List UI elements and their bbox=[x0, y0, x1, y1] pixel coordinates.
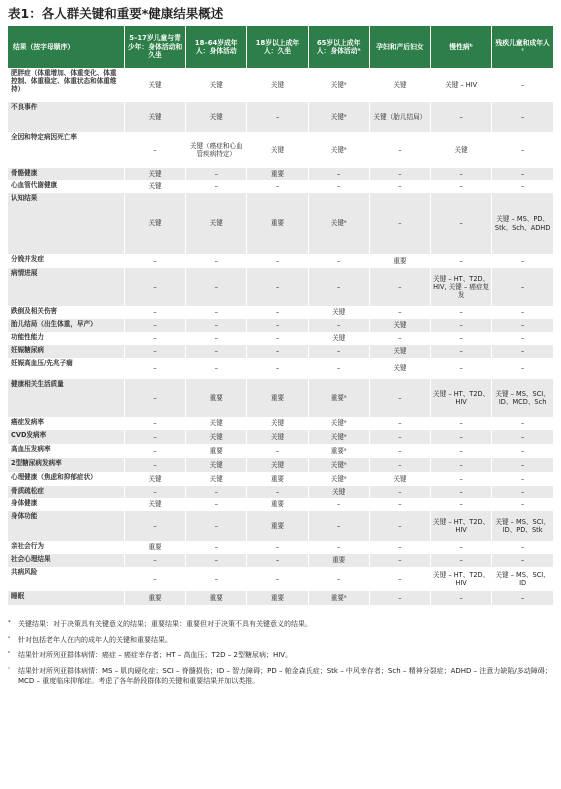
row-label: 身体功能 bbox=[8, 511, 124, 541]
table-cell: – bbox=[492, 486, 553, 498]
table-cell: – bbox=[124, 268, 185, 306]
table-header-row bbox=[8, 26, 553, 68]
footnote bbox=[8, 635, 553, 646]
table-cell: – bbox=[492, 554, 553, 567]
table-cell: – bbox=[492, 319, 553, 332]
table-cell: 关键 – MS、PD、Stk、Sch、ADHD bbox=[492, 193, 553, 254]
row-label: 高血压发病率 bbox=[8, 444, 124, 458]
table-cell: – bbox=[186, 541, 247, 554]
table-cell: – bbox=[492, 68, 553, 102]
table-cell: – bbox=[186, 168, 247, 180]
row-label: 肥胖症（体重增加、体重变化、体重控制、体重稳定、体重状态和体重维持） bbox=[8, 68, 124, 102]
table-cell: 关键 bbox=[247, 430, 308, 444]
table-cell: – bbox=[431, 102, 492, 132]
table-cell: 关键 bbox=[308, 332, 369, 345]
table-cell: – bbox=[369, 268, 430, 306]
table-cell: 关键 – HIV bbox=[431, 68, 492, 102]
table-cell: 关键 bbox=[308, 306, 369, 319]
table-cell: 关键 bbox=[186, 458, 247, 472]
table-row bbox=[8, 417, 553, 430]
table-cell: 关键 bbox=[186, 68, 247, 102]
footnote bbox=[8, 619, 553, 630]
table-row bbox=[8, 498, 553, 511]
table-cell: – bbox=[431, 168, 492, 180]
table-row bbox=[8, 102, 553, 132]
table-cell: – bbox=[247, 345, 308, 358]
row-label: 妊娠高血压/先兆子痫 bbox=[8, 358, 124, 379]
table-cell: – bbox=[431, 332, 492, 345]
table-cell: 关键 bbox=[247, 132, 308, 168]
table-cell: 重要 bbox=[247, 591, 308, 605]
table-cell: – bbox=[492, 180, 553, 193]
table-cell: – bbox=[492, 306, 553, 319]
row-label: 病情进展 bbox=[8, 268, 124, 306]
table-cell: – bbox=[431, 444, 492, 458]
table-cell: – bbox=[431, 180, 492, 193]
table-row bbox=[8, 306, 553, 319]
table-cell: – bbox=[492, 332, 553, 345]
row-label: 健康相关生活质量 bbox=[8, 379, 124, 417]
table-cell: – bbox=[308, 567, 369, 591]
table-cell: – bbox=[431, 345, 492, 358]
table-row bbox=[8, 132, 553, 168]
table-cell: – bbox=[369, 511, 430, 541]
table-cell: – bbox=[369, 591, 430, 605]
table-cell: 关键 – HT、T2D、HIV bbox=[431, 511, 492, 541]
table-cell: – bbox=[124, 306, 185, 319]
table-row bbox=[8, 345, 553, 358]
table-row bbox=[8, 567, 553, 591]
table-cell: – bbox=[492, 458, 553, 472]
table-cell: – bbox=[369, 567, 430, 591]
table-cell: 关键 bbox=[124, 472, 185, 486]
table-cell: 重要 bbox=[186, 379, 247, 417]
table-cell: – bbox=[247, 254, 308, 268]
table-cell: – bbox=[308, 345, 369, 358]
table-cell: – bbox=[186, 358, 247, 379]
table-cell: 关键 bbox=[186, 102, 247, 132]
table-cell: 重要 bbox=[247, 168, 308, 180]
row-label: 共病风险 bbox=[8, 567, 124, 591]
table-cell: – bbox=[247, 486, 308, 498]
table-row bbox=[8, 254, 553, 268]
footnote bbox=[8, 666, 553, 687]
row-label: 心血管代谢健康 bbox=[8, 180, 124, 193]
footnote bbox=[8, 650, 553, 661]
table-cell: 关键 bbox=[369, 68, 430, 102]
table-row bbox=[8, 486, 553, 498]
table-cell: – bbox=[492, 168, 553, 180]
table-cell: – bbox=[431, 430, 492, 444]
table-cell: – bbox=[247, 444, 308, 458]
table-cell: – bbox=[124, 554, 185, 567]
column-header: 18岁以上成年人：久坐 bbox=[247, 26, 308, 68]
table-row bbox=[8, 180, 553, 193]
table-cell: – bbox=[247, 268, 308, 306]
table-cell: – bbox=[308, 254, 369, 268]
row-label: 跌倒及相关伤害 bbox=[8, 306, 124, 319]
footnote-text: 针对包括老年人在内的成年人的关键和重要结果。 bbox=[18, 635, 172, 644]
table-cell: – bbox=[431, 358, 492, 379]
outcomes-table bbox=[8, 26, 553, 605]
table-cell: 关键 bbox=[124, 102, 185, 132]
table-cell: – bbox=[124, 332, 185, 345]
table-cell: 重要 bbox=[247, 379, 308, 417]
table-cell: 关键 bbox=[124, 498, 185, 511]
table-cell: 关键 bbox=[247, 458, 308, 472]
table-cell: 关键（胎儿结局） bbox=[369, 102, 430, 132]
table-cell: – bbox=[308, 541, 369, 554]
table-cell: 关键 bbox=[186, 193, 247, 254]
table-cell: – bbox=[124, 430, 185, 444]
column-header: 残疾儿童和成年人ᶜ bbox=[492, 26, 553, 68]
table-cell: – bbox=[308, 268, 369, 306]
row-label: 功能性能力 bbox=[8, 332, 124, 345]
table-cell: – bbox=[186, 486, 247, 498]
table-row bbox=[8, 472, 553, 486]
table-cell: – bbox=[492, 254, 553, 268]
table-cell: – bbox=[431, 486, 492, 498]
footnote-marker: * bbox=[8, 620, 11, 626]
table-cell: – bbox=[247, 180, 308, 193]
table-cell: – bbox=[186, 306, 247, 319]
table-cell: 关键 – MS、SCI、ID bbox=[492, 567, 553, 591]
table-cell: 关键 bbox=[369, 472, 430, 486]
table-cell: – bbox=[124, 511, 185, 541]
table-cell: 关键 bbox=[369, 319, 430, 332]
table-cell: – bbox=[124, 379, 185, 417]
table-cell: 关键（癌症和心血管疾病特定） bbox=[186, 132, 247, 168]
row-label: 2型糖尿病发病率 bbox=[8, 458, 124, 472]
table-cell: 关键 bbox=[186, 472, 247, 486]
table-cell: 重要ᵃ bbox=[308, 591, 369, 605]
table-cell: – bbox=[124, 417, 185, 430]
table-cell: 关键 – MS、SCI、ID、PD、Stk bbox=[492, 511, 553, 541]
table-cell: 关键ᵃ bbox=[308, 417, 369, 430]
table-cell: – bbox=[247, 306, 308, 319]
table-cell: – bbox=[186, 345, 247, 358]
table-cell: – bbox=[492, 102, 553, 132]
table-cell: 关键 bbox=[124, 193, 185, 254]
table-cell: – bbox=[124, 444, 185, 458]
table-cell: 关键 bbox=[124, 180, 185, 193]
table-cell: 关键 bbox=[369, 358, 430, 379]
row-label: 骨骼健康 bbox=[8, 168, 124, 180]
table-row bbox=[8, 541, 553, 554]
table-cell: 关键 bbox=[369, 345, 430, 358]
table-cell: 重要 bbox=[186, 591, 247, 605]
table-cell: – bbox=[369, 430, 430, 444]
footnote-marker: ᵃ bbox=[8, 635, 11, 642]
table-cell: 关键 – HT、T2D、HIV bbox=[431, 379, 492, 417]
table-cell: 重要 bbox=[124, 541, 185, 554]
table-cell: – bbox=[492, 591, 553, 605]
table-cell: – bbox=[186, 567, 247, 591]
table-cell: 重要 bbox=[247, 472, 308, 486]
row-label: 妊娠糖尿病 bbox=[8, 345, 124, 358]
column-header: 慢性病ᵇ bbox=[431, 26, 492, 68]
table-cell: – bbox=[247, 358, 308, 379]
table-cell: – bbox=[369, 180, 430, 193]
footnote-text: 关键结果：对于决策具有关键意义的结果；重要结果：重要但对于决策不具有关键意义的结果。 bbox=[18, 620, 312, 628]
table-cell: – bbox=[492, 444, 553, 458]
table-cell: – bbox=[431, 254, 492, 268]
table-cell: – bbox=[124, 254, 185, 268]
table-cell: – bbox=[369, 306, 430, 319]
footnote-marker: ᵇ bbox=[8, 651, 11, 657]
table-body bbox=[8, 68, 553, 605]
column-header: 5–17岁儿童与青少年：身体活动和久坐 bbox=[124, 26, 185, 68]
row-label: 社会心理结果 bbox=[8, 554, 124, 567]
table-cell: – bbox=[186, 511, 247, 541]
table-cell: – bbox=[431, 591, 492, 605]
table-cell: – bbox=[247, 567, 308, 591]
table-cell: 关键ᵃ bbox=[308, 458, 369, 472]
table-row bbox=[8, 379, 553, 417]
table-cell: – bbox=[369, 379, 430, 417]
table-cell: 关键 bbox=[247, 68, 308, 102]
table-cell: – bbox=[431, 306, 492, 319]
column-header: 孕妇和产后妇女 bbox=[369, 26, 430, 68]
table-cell: 关键 bbox=[308, 486, 369, 498]
table-cell: – bbox=[431, 458, 492, 472]
table-cell: 关键 bbox=[124, 168, 185, 180]
row-label: 心理健康（焦虑和抑郁症状） bbox=[8, 472, 124, 486]
table-cell: – bbox=[492, 430, 553, 444]
row-label: CVD发病率 bbox=[8, 430, 124, 444]
table-cell: – bbox=[124, 132, 185, 168]
table-cell: – bbox=[492, 498, 553, 511]
row-label: 癌症发病率 bbox=[8, 417, 124, 430]
table-row bbox=[8, 554, 553, 567]
table-cell: 重要ᵃ bbox=[308, 444, 369, 458]
table-cell: – bbox=[369, 132, 430, 168]
table-row bbox=[8, 591, 553, 605]
row-label: 亲社会行为 bbox=[8, 541, 124, 554]
table-cell: – bbox=[186, 498, 247, 511]
table-cell: 关键 – MS、SCI、ID、MCD、Sch bbox=[492, 379, 553, 417]
table-cell: 关键 bbox=[186, 417, 247, 430]
table-cell: 重要 bbox=[247, 511, 308, 541]
table-title: 表1：各人群关键和重要*健康结果概述 bbox=[8, 6, 224, 21]
table-cell: – bbox=[492, 417, 553, 430]
row-label: 全因和特定病因死亡率 bbox=[8, 132, 124, 168]
row-label: 认知结果 bbox=[8, 193, 124, 254]
table-cell: – bbox=[431, 541, 492, 554]
table-cell: – bbox=[247, 541, 308, 554]
table-cell: – bbox=[308, 168, 369, 180]
table-cell: – bbox=[308, 358, 369, 379]
table-cell: – bbox=[308, 511, 369, 541]
table-cell: – bbox=[369, 444, 430, 458]
table-cell: – bbox=[124, 458, 185, 472]
table-cell: – bbox=[369, 554, 430, 567]
table-cell: – bbox=[308, 498, 369, 511]
table-cell: – bbox=[186, 268, 247, 306]
table-cell: 关键 – HT、T2D、HIV bbox=[431, 567, 492, 591]
table-cell: – bbox=[369, 541, 430, 554]
table-cell: – bbox=[124, 486, 185, 498]
table-cell: – bbox=[431, 193, 492, 254]
table-cell: – bbox=[186, 254, 247, 268]
table-row bbox=[8, 319, 553, 332]
table-cell: 关键 bbox=[247, 417, 308, 430]
table-cell: – bbox=[124, 567, 185, 591]
table-cell: – bbox=[124, 345, 185, 358]
table-cell: – bbox=[308, 180, 369, 193]
column-header: 65岁以上成年人：身体活动ᵃ bbox=[308, 26, 369, 68]
table-cell: – bbox=[247, 332, 308, 345]
table-cell: – bbox=[492, 358, 553, 379]
table-cell: – bbox=[492, 132, 553, 168]
row-label: 分娩并发症 bbox=[8, 254, 124, 268]
table-row bbox=[8, 193, 553, 254]
row-label: 骨质疏松症 bbox=[8, 486, 124, 498]
table-cell: – bbox=[431, 498, 492, 511]
footnotes bbox=[8, 619, 553, 687]
table-cell: – bbox=[124, 319, 185, 332]
table-row bbox=[8, 458, 553, 472]
table-cell: – bbox=[492, 541, 553, 554]
row-label: 睡眠 bbox=[8, 591, 124, 605]
table-cell: – bbox=[369, 486, 430, 498]
table-row bbox=[8, 358, 553, 379]
table-cell: – bbox=[186, 332, 247, 345]
table-cell: – bbox=[431, 554, 492, 567]
footnote-text: 结果针对所列亚群体病情：MS – 肌肉硬化症；SCI – 脊髓损伤；ID – 智力障碍；PD – 帕金森氏症；Stk – 中风幸存者；Sch – 精神分裂症；ADHD – 注意力缺陷/多动障碍；MCD – 重度临床抑郁症。考虑了各年龄段群体的关键和重要结果并加以类推。 bbox=[18, 666, 552, 685]
table-cell: 关键ᵃ bbox=[308, 68, 369, 102]
table-cell: – bbox=[247, 319, 308, 332]
table-cell: – bbox=[431, 417, 492, 430]
table-row bbox=[8, 268, 553, 306]
table-cell: – bbox=[186, 180, 247, 193]
table-cell: – bbox=[369, 458, 430, 472]
table-cell: – bbox=[369, 417, 430, 430]
table-cell: 关键 bbox=[431, 132, 492, 168]
table-cell: – bbox=[308, 319, 369, 332]
table-cell: – bbox=[247, 102, 308, 132]
table-cell: – bbox=[369, 168, 430, 180]
footnote-text: 结果针对所列亚群体病情：癌症 – 癌症幸存者；HT – 高血压；T2D – 2型糖尿病；HIV。 bbox=[18, 651, 293, 659]
table-row bbox=[8, 68, 553, 102]
table-cell: 重要 bbox=[369, 254, 430, 268]
table-cell: 关键 bbox=[186, 430, 247, 444]
table-cell: – bbox=[369, 498, 430, 511]
table-cell: 重要 bbox=[247, 193, 308, 254]
table-cell: 重要 bbox=[247, 498, 308, 511]
table-row bbox=[8, 511, 553, 541]
table-cell: – bbox=[124, 358, 185, 379]
table-cell: 重要 bbox=[308, 554, 369, 567]
column-header: 18–64岁成年人：身体活动 bbox=[186, 26, 247, 68]
table-cell: – bbox=[369, 332, 430, 345]
table-cell: 关键ᵃ bbox=[308, 132, 369, 168]
table-cell: – bbox=[431, 472, 492, 486]
footnote-marker: ᶜ bbox=[8, 666, 11, 673]
column-header: 结果（按字母顺序） bbox=[8, 26, 124, 68]
table-cell: 关键ᵃ bbox=[308, 472, 369, 486]
table-cell: – bbox=[431, 319, 492, 332]
table-row bbox=[8, 168, 553, 180]
table-cell: – bbox=[186, 554, 247, 567]
table-cell: 关键 – HT、T2D、HIV, 关键 – 癌症复发 bbox=[431, 268, 492, 306]
table-cell: 重要 bbox=[186, 444, 247, 458]
table-row bbox=[8, 444, 553, 458]
table-cell: 关键ᵃ bbox=[308, 102, 369, 132]
table-cell: – bbox=[492, 472, 553, 486]
table-cell: – bbox=[247, 554, 308, 567]
row-label: 胎儿结局（出生体重，早产） bbox=[8, 319, 124, 332]
table-cell: – bbox=[369, 193, 430, 254]
row-label: 身体健康 bbox=[8, 498, 124, 511]
table-row bbox=[8, 332, 553, 345]
table-cell: – bbox=[186, 319, 247, 332]
row-label: 不良事件 bbox=[8, 102, 124, 132]
table-row bbox=[8, 430, 553, 444]
table-cell: 关键 bbox=[124, 68, 185, 102]
table-cell: – bbox=[492, 268, 553, 306]
table-cell: 关键ᵃ bbox=[308, 193, 369, 254]
table-cell: – bbox=[492, 345, 553, 358]
table-cell: 重要 bbox=[124, 591, 185, 605]
table-cell: 关键ᵃ bbox=[308, 430, 369, 444]
table-cell: 重要ᵃ bbox=[308, 379, 369, 417]
